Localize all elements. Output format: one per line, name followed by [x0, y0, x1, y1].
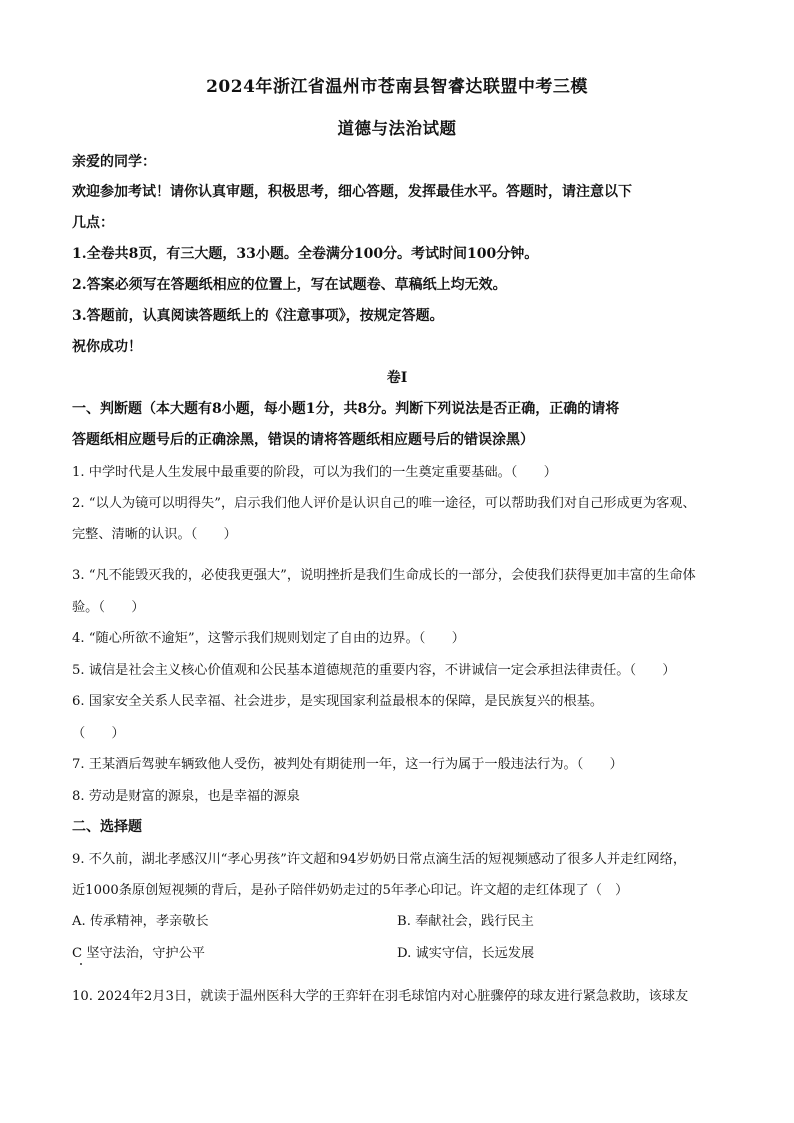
- question-1: 1. 中学时代是人生发展中最重要的阶段，可以为我们的一生奠定重要基础。（ ）: [72, 465, 557, 480]
- question-3-line-2: 验。（ ）: [72, 600, 145, 615]
- question-3-line-1: 3. “凡不能毁灭我的，必使我更强大”，说明挫折是我们生命成长的一部分，会使我们获得更加丰富的生命体: [72, 568, 696, 583]
- question-10-line-1: 10. 2024年2月3日，就读于温州医科大学的王弈轩在羽毛球馆内对心脏骤停的球友进行紧急救助，该球友: [72, 989, 689, 1004]
- option-d: D. 诚实守信，长远发展: [397, 946, 535, 961]
- question-6-line-1: 6. 国家安全关系人民幸福、社会进步，是实现国家利益最根本的保障，是民族复兴的根基。: [72, 694, 604, 709]
- instruction-3: 3.答题前，认真阅读答题纸上的《注意事项》，按规定答题。: [72, 308, 444, 324]
- part1-heading-2: 答题纸相应题号后的正确涂黑，错误的请将答题纸相应题号后的错误涂黑）: [72, 432, 534, 448]
- question-7: 7. 王某酒后驾驶车辆致他人受伤，被判处有期徒刑一年，这一行为属于一般违法行为。（ ）: [72, 757, 623, 772]
- question-5: 5. 诚信是社会主义核心价值观和公民基本道德规范的重要内容，不讲诚信一定会承担法律责任。（ ）: [72, 663, 676, 678]
- welcome-line-1: 欢迎参加考试！请你认真审题，积极思考，细心答题，发挥最佳水平。答题时，请注意以下: [72, 184, 632, 200]
- part2-heading: 二、选择题: [72, 819, 142, 835]
- question-8: 8. 劳动是财富的源泉，也是幸福的源泉: [72, 789, 300, 804]
- instruction-2: 2.答案必须写在答题纸相应的位置上，写在试题卷、草稿纸上均无效。: [72, 277, 507, 293]
- wish-line: 祝你成功！: [72, 339, 142, 355]
- option-b: B. 奉献社会，践行民主: [397, 914, 534, 929]
- question-6-line-2: （ ）: [72, 726, 125, 741]
- question-9-line-2: 近1000条原创短视频的背后，是孙子陪伴奶奶走过的5年孝心印记。许文超的走红体现了（ ）: [72, 883, 629, 898]
- option-a: A. 传承精神，孝亲敬长: [72, 914, 209, 929]
- question-2-line-1: 2. “以人为镜可以明得失”，启示我们他人评价是认识自己的唯一途径，可以帮助我们对自己形成更为客观、: [72, 496, 696, 511]
- welcome-line-2: 几点：: [72, 215, 114, 231]
- greeting: 亲爱的同学：: [72, 154, 156, 170]
- section-label: 卷I: [386, 370, 408, 386]
- part1-heading-1: 一、判断题（本大题有8小题，每小题1分，共8分。判断下列说法是否正确，正确的请将: [72, 401, 620, 417]
- exam-title: 2024年浙江省温州市苍南县智睿达联盟中考三模: [206, 77, 588, 97]
- exam-subtitle: 道德与法治试题: [337, 119, 457, 138]
- stray-dot: [80, 963, 82, 965]
- option-c: C 坚守法治，守护公平: [72, 946, 205, 961]
- question-2-line-2: 完整、清晰的认识。（ ）: [72, 527, 237, 542]
- question-9-line-1: 9. 不久前，湖北孝感汉川“孝心男孩”许文超和94岁奶奶日常点滴生活的短视频感动了很多人并走红网络，: [72, 852, 687, 867]
- instruction-1: 1.全卷共8页，有三大题，33小题。全卷满分100分。考试时间100分钟。: [72, 246, 539, 262]
- question-4: 4. “随心所欲不逾矩”，这警示我们规则划定了自由的边界。（ ）: [72, 631, 465, 646]
